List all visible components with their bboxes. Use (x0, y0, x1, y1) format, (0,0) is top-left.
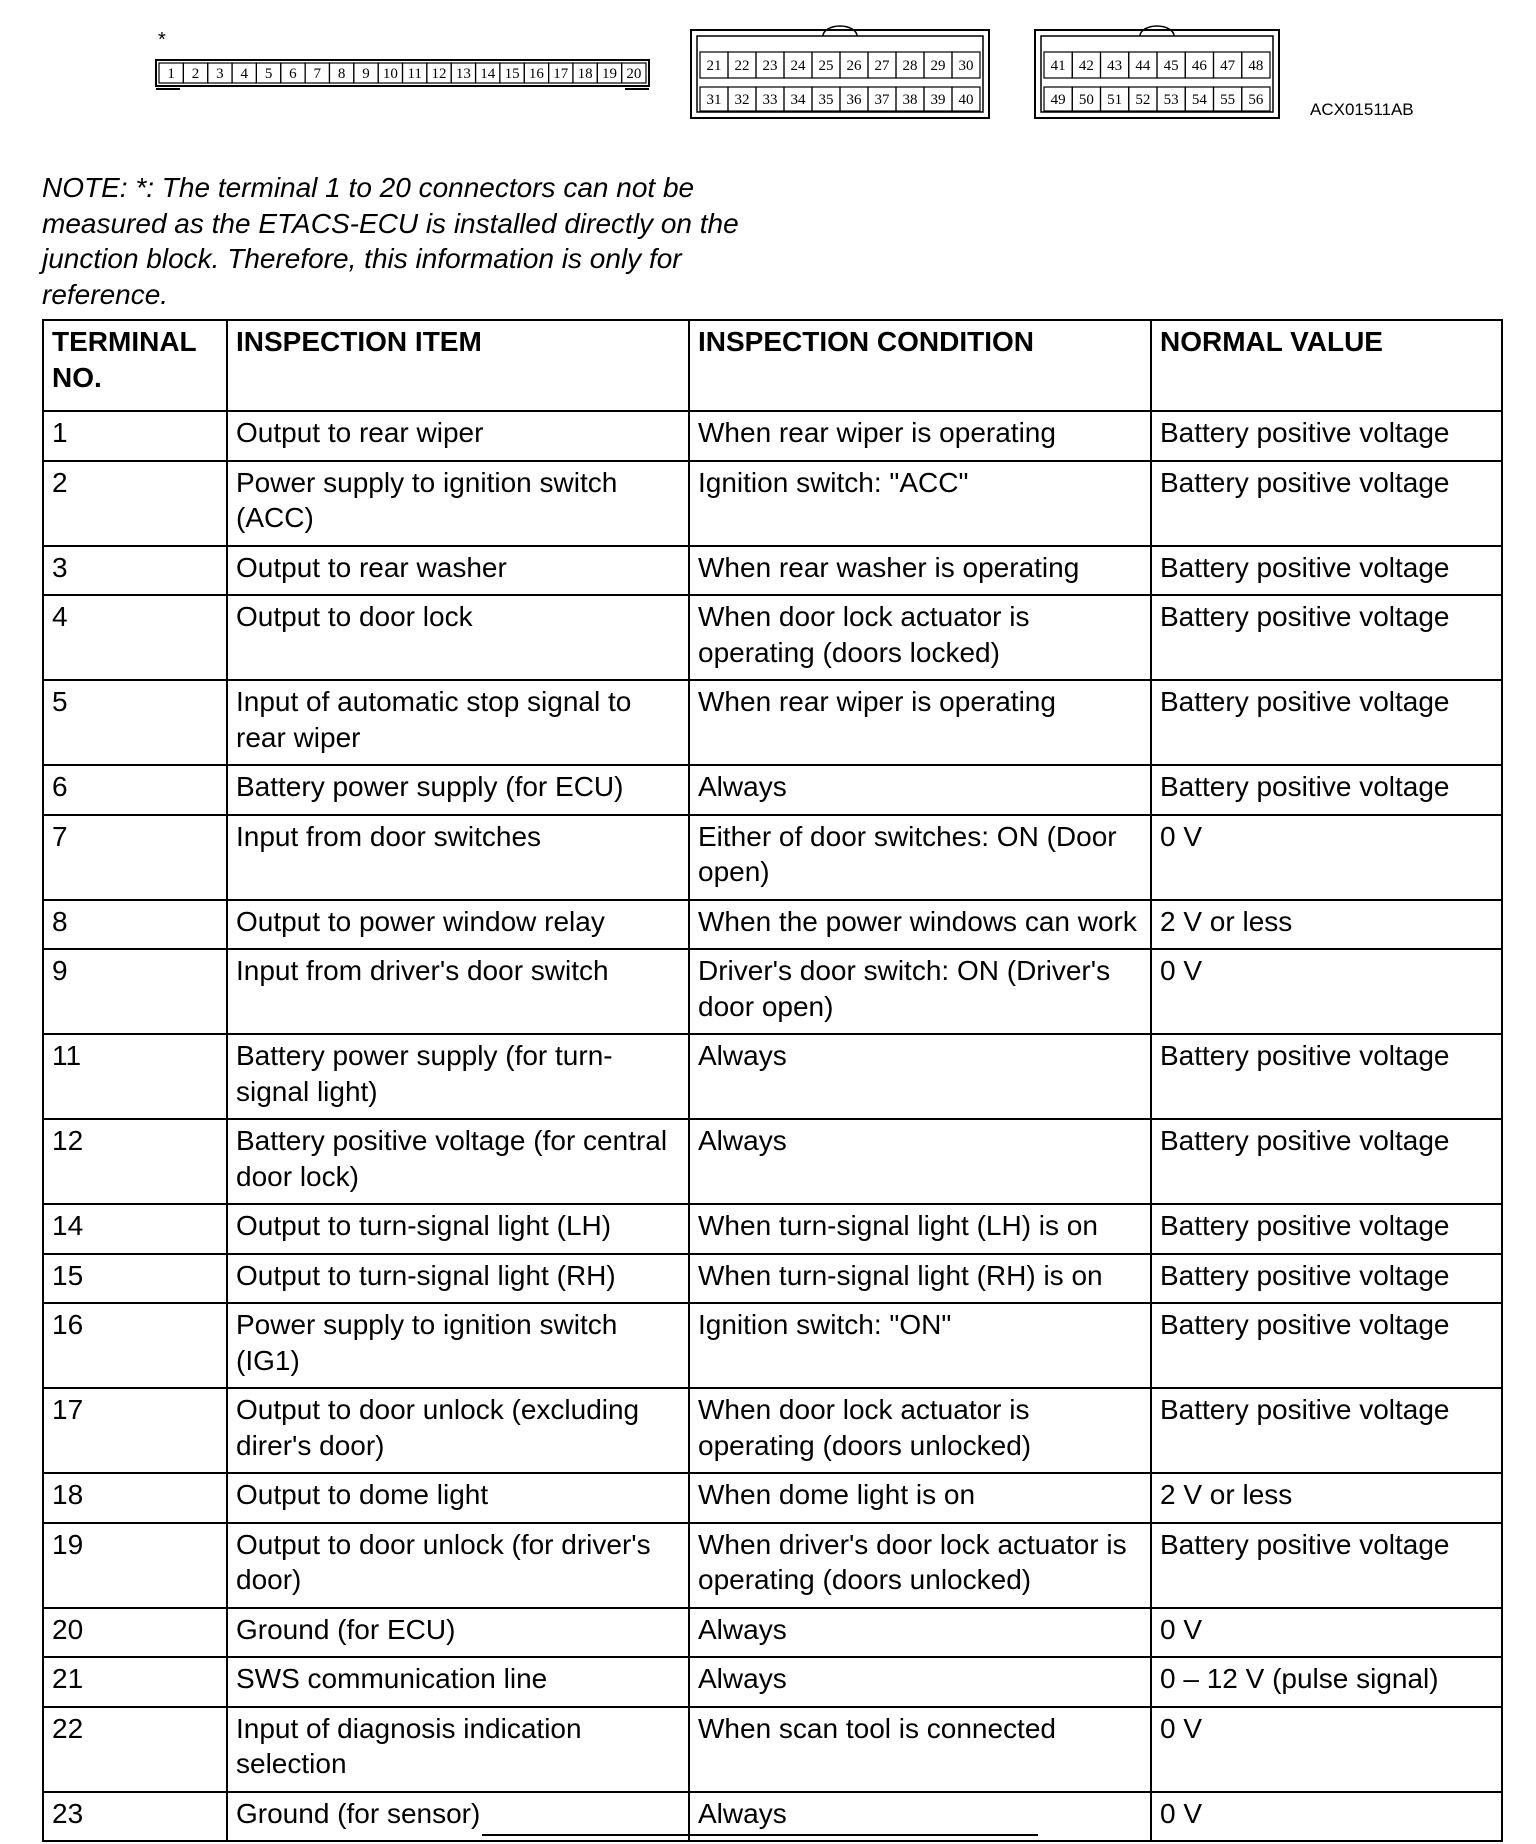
pin-number: 48 (1248, 58, 1264, 74)
pin-number: 52 (1135, 92, 1151, 108)
pin-number: 19 (601, 66, 617, 82)
pin-number: 41 (1050, 58, 1066, 74)
pin-number: 32 (734, 92, 750, 108)
pin-number: 8 (337, 66, 346, 82)
table-row (43, 1034, 1502, 1119)
pin-number: 54 (1191, 92, 1207, 108)
cell-normal-value: Battery positive voltage (1151, 546, 1502, 596)
cell-inspection-item: Output to turn-signal light (LH) (227, 1204, 689, 1254)
cell-inspection-condition: Always (689, 1608, 1151, 1658)
cell-inspection-item: Input from door switches (227, 815, 689, 900)
pin-number: 20 (626, 66, 642, 82)
cell-inspection-condition: Always (689, 1792, 1151, 1842)
cell-inspection-item: Output to rear wiper (227, 411, 689, 461)
cell-terminal-no: 4 (43, 595, 227, 680)
connector-a-asterisk: * (158, 29, 166, 51)
table-row (43, 1303, 1502, 1388)
cell-inspection-condition: When door lock actuator is operating (doors locked) (689, 595, 1151, 680)
cell-inspection-condition: When rear wiper is operating (689, 411, 1151, 461)
cell-normal-value: 2 V or less (1151, 900, 1502, 950)
cell-inspection-condition: When driver's door lock actuator is operating (doors unlocked) (689, 1523, 1151, 1608)
table-row (43, 680, 1502, 765)
cell-inspection-item: Output to door lock (227, 595, 689, 680)
pin-number: 35 (818, 92, 834, 108)
cell-terminal-no: 19 (43, 1523, 227, 1608)
pin-number: 39 (930, 92, 946, 108)
pin-number: 36 (846, 92, 862, 108)
pin-number: 43 (1107, 58, 1123, 74)
cell-inspection-item: Output to rear washer (227, 546, 689, 596)
cell-inspection-item: Ground (for ECU) (227, 1608, 689, 1658)
cell-inspection-condition: Always (689, 765, 1151, 815)
cell-inspection-item: Output to dome light (227, 1473, 689, 1523)
terminal-inspection-table (42, 319, 1503, 1842)
cell-terminal-no: 16 (43, 1303, 227, 1388)
cell-normal-value: 0 V (1151, 1707, 1502, 1792)
pin-number: 15 (504, 66, 520, 82)
pin-number: 7 (313, 66, 322, 82)
pin-number: 21 (706, 58, 722, 74)
cell-normal-value: Battery positive voltage (1151, 1303, 1502, 1388)
cell-terminal-no: 5 (43, 680, 227, 765)
table-row (43, 900, 1502, 950)
pin-number: 14 (480, 66, 496, 82)
pin-number: 49 (1050, 92, 1066, 108)
pin-number: 22 (734, 58, 750, 74)
cell-inspection-condition: Always (689, 1657, 1151, 1707)
pin-number: 6 (289, 66, 297, 82)
cell-inspection-condition: When turn-signal light (RH) is on (689, 1254, 1151, 1304)
cell-inspection-item: Input of automatic stop signal to rear wiper (227, 680, 689, 765)
table-row (43, 411, 1502, 461)
table-row (43, 461, 1502, 546)
pin-number: 5 (264, 66, 273, 82)
pin-number: 29 (930, 58, 946, 74)
pin-number: 26 (846, 58, 862, 74)
cell-normal-value: Battery positive voltage (1151, 1119, 1502, 1204)
pin-number: 2 (191, 66, 200, 82)
pin-number: 33 (762, 92, 778, 108)
cell-inspection-item: Output to turn-signal light (RH) (227, 1254, 689, 1304)
table-row (43, 546, 1502, 596)
table-row (43, 1473, 1502, 1523)
pin-number: 55 (1220, 92, 1236, 108)
pin-number: 56 (1248, 92, 1264, 108)
pin-number: 24 (790, 58, 806, 74)
cell-inspection-item: Power supply to ignition switch (ACC) (227, 461, 689, 546)
pin-number: 12 (431, 66, 447, 82)
table-row (43, 1119, 1502, 1204)
connector-1-20 (156, 60, 649, 89)
cell-inspection-condition: When the power windows can work (689, 900, 1151, 950)
cell-terminal-no: 23 (43, 1792, 227, 1842)
cell-terminal-no: 8 (43, 900, 227, 950)
cell-terminal-no: 21 (43, 1657, 227, 1707)
pin-number: 50 (1078, 92, 1094, 108)
cell-normal-value: 0 V (1151, 1608, 1502, 1658)
header-inspection-condition: INSPECTION CONDITION (689, 320, 1151, 411)
cell-inspection-item: Battery positive voltage (for central door lock) (227, 1119, 689, 1204)
pin-number: 1 (167, 66, 175, 82)
pin-number: 51 (1107, 92, 1123, 108)
pin-number: 53 (1163, 92, 1179, 108)
cell-inspection-item: Output to power window relay (227, 900, 689, 950)
cell-inspection-item: Output to door unlock (for driver's door) (227, 1523, 689, 1608)
cell-inspection-item: Battery power supply (for ECU) (227, 765, 689, 815)
table-row (43, 815, 1502, 900)
cell-normal-value: Battery positive voltage (1151, 1388, 1502, 1473)
header-inspection-item: INSPECTION ITEM (227, 320, 689, 411)
table-row (43, 1657, 1502, 1707)
cell-inspection-condition: When turn-signal light (LH) is on (689, 1204, 1151, 1254)
cell-inspection-condition: Always (689, 1034, 1151, 1119)
pin-number: 23 (762, 58, 778, 74)
cell-terminal-no: 14 (43, 1204, 227, 1254)
cell-inspection-item: SWS communication line (227, 1657, 689, 1707)
pin-number: 40 (958, 92, 974, 108)
cell-terminal-no: 3 (43, 546, 227, 596)
pin-number: 38 (902, 92, 918, 108)
pin-number: 30 (958, 58, 974, 74)
cell-normal-value: Battery positive voltage (1151, 1523, 1502, 1608)
pin-number: 9 (362, 66, 370, 82)
cell-normal-value: Battery positive voltage (1151, 461, 1502, 546)
pin-number: 17 (553, 66, 569, 82)
pin-number: 25 (818, 58, 834, 74)
table-row (43, 1608, 1502, 1658)
bottom-rule (482, 1834, 1038, 1836)
pin-number: 42 (1078, 58, 1094, 74)
cell-inspection-item: Output to door unlock (excluding direr's door) (227, 1388, 689, 1473)
cell-inspection-condition: When dome light is on (689, 1473, 1151, 1523)
pin-number: 34 (790, 92, 806, 108)
table-row (43, 765, 1502, 815)
connector-diagrams (0, 0, 1536, 140)
reference-note: NOTE: *: The terminal 1 to 20 connectors can not be measured as the ETACS-ECU is installed directly on the junction block. Therefore, this information is only for reference. (42, 172, 739, 310)
table-row (43, 1388, 1502, 1473)
cell-terminal-no: 11 (43, 1034, 227, 1119)
cell-normal-value: 2 V or less (1151, 1473, 1502, 1523)
pin-number: 3 (216, 66, 224, 82)
cell-inspection-condition: When rear washer is operating (689, 546, 1151, 596)
pin-number: 16 (528, 66, 544, 82)
connector-21-40 (691, 26, 989, 118)
pin-number: 37 (874, 92, 890, 108)
cell-terminal-no: 7 (43, 815, 227, 900)
cell-normal-value: 0 V (1151, 949, 1502, 1034)
cell-inspection-condition: When scan tool is connected (689, 1707, 1151, 1792)
table-row (43, 1204, 1502, 1254)
pin-number: 4 (240, 66, 248, 82)
pin-number: 46 (1191, 58, 1207, 74)
cell-inspection-condition: When rear wiper is operating (689, 680, 1151, 765)
pin-number: 28 (902, 58, 918, 74)
pin-number: 44 (1135, 58, 1151, 74)
cell-inspection-item: Battery power supply (for turn-signal light) (227, 1034, 689, 1119)
cell-inspection-item: Input from driver's door switch (227, 949, 689, 1034)
table-row (43, 595, 1502, 680)
cell-inspection-condition: When door lock actuator is operating (doors unlocked) (689, 1388, 1151, 1473)
connector-41-56 (1035, 26, 1279, 118)
cell-inspection-condition: Always (689, 1119, 1151, 1204)
cell-terminal-no: 12 (43, 1119, 227, 1204)
pin-number: 13 (455, 66, 471, 82)
cell-terminal-no: 20 (43, 1608, 227, 1658)
cell-normal-value: 0 V (1151, 815, 1502, 900)
cell-normal-value: Battery positive voltage (1151, 595, 1502, 680)
cell-inspection-item: Input of diagnosis indication selection (227, 1707, 689, 1792)
cell-terminal-no: 22 (43, 1707, 227, 1792)
cell-inspection-item: Power supply to ignition switch (IG1) (227, 1303, 689, 1388)
cell-inspection-condition: Ignition switch: "ACC" (689, 461, 1151, 546)
table-row (43, 949, 1502, 1034)
cell-normal-value: Battery positive voltage (1151, 411, 1502, 461)
cell-terminal-no: 2 (43, 461, 227, 546)
figure-code: ACX01511AB (1310, 100, 1414, 119)
cell-normal-value: Battery positive voltage (1151, 1204, 1502, 1254)
table-row (43, 1523, 1502, 1608)
cell-terminal-no: 17 (43, 1388, 227, 1473)
cell-normal-value: Battery positive voltage (1151, 1034, 1502, 1119)
pin-number: 31 (706, 92, 722, 108)
table-row (43, 1254, 1502, 1304)
pin-number: 18 (577, 66, 593, 82)
cell-normal-value: Battery positive voltage (1151, 680, 1502, 765)
pin-number: 45 (1163, 58, 1179, 74)
table-row (43, 1707, 1502, 1792)
cell-normal-value: 0 V (1151, 1792, 1502, 1842)
cell-terminal-no: 18 (43, 1473, 227, 1523)
cell-inspection-item: Ground (for sensor) (227, 1792, 689, 1842)
cell-inspection-condition: Either of door switches: ON (Door open) (689, 815, 1151, 900)
pin-number: 47 (1220, 58, 1236, 74)
cell-terminal-no: 1 (43, 411, 227, 461)
cell-inspection-condition: Ignition switch: "ON" (689, 1303, 1151, 1388)
cell-normal-value: 0 – 12 V (pulse signal) (1151, 1657, 1502, 1707)
table-header-row (43, 320, 1502, 411)
cell-terminal-no: 6 (43, 765, 227, 815)
cell-normal-value: Battery positive voltage (1151, 765, 1502, 815)
pin-number: 11 (407, 66, 422, 82)
header-terminal-no: TERMINAL NO. (43, 320, 227, 411)
pin-number: 10 (382, 66, 398, 82)
cell-normal-value: Battery positive voltage (1151, 1254, 1502, 1304)
table-body (43, 411, 1502, 1841)
pin-number: 27 (874, 58, 890, 74)
cell-terminal-no: 9 (43, 949, 227, 1034)
header-normal-value: NORMAL VALUE (1151, 320, 1502, 411)
cell-terminal-no: 15 (43, 1254, 227, 1304)
cell-inspection-condition: Driver's door switch: ON (Driver's door open) (689, 949, 1151, 1034)
